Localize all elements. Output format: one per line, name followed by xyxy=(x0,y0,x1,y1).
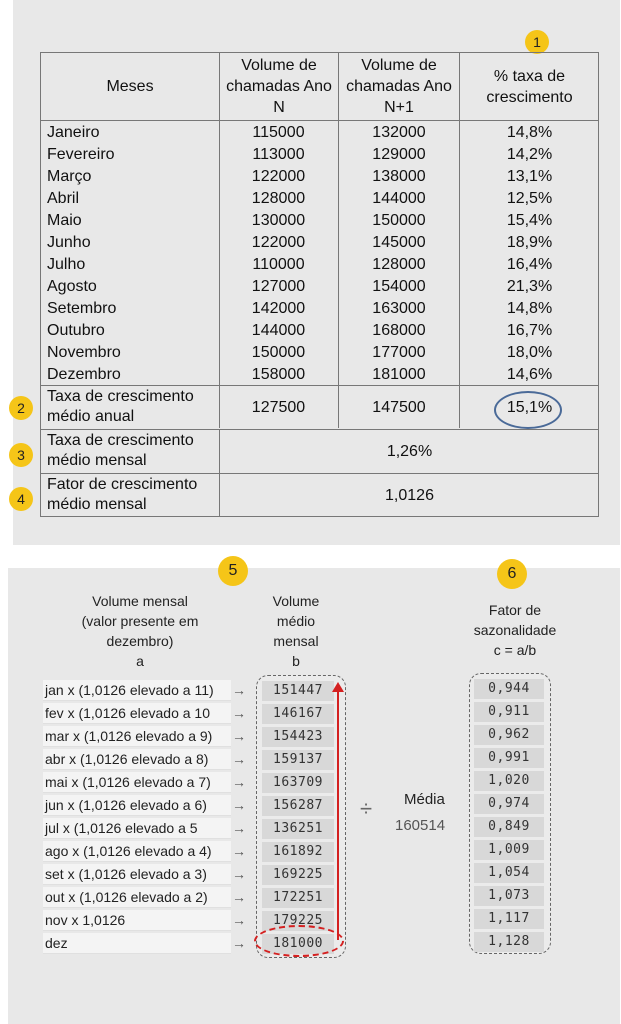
month-row-volume-n: 130000 xyxy=(251,212,306,229)
arrow-right-icon: → xyxy=(232,866,246,882)
month-row-month-name: Setembro xyxy=(47,300,117,317)
seasonality-factor-value: 1,117 xyxy=(474,909,544,929)
month-row-volume-n: 158000 xyxy=(251,366,306,383)
month-row-volume-n1: 181000 xyxy=(372,366,426,383)
volume-row-label: dez xyxy=(43,933,231,954)
month-row-growth-rate: 16,7% xyxy=(506,322,553,339)
growth-factor-label: Fator de crescimento médio mensal xyxy=(47,476,198,513)
month-row-volume-n: 150000 xyxy=(251,344,306,361)
arrow-right-icon: → xyxy=(232,889,246,905)
month-row-volume-n: 113000 xyxy=(252,146,305,163)
seasonality-factor-value: 0,944 xyxy=(474,679,544,699)
month-row-growth-rate: 18,0% xyxy=(506,344,553,361)
arrow-right-icon: → xyxy=(232,728,246,744)
monthly-volume-value: 161892 xyxy=(262,842,334,862)
column-a-header: Volume mensal (valor presente em dezembro) a xyxy=(81,593,199,669)
volume-row-label: set x (1,0126 elevado a 3) xyxy=(43,864,231,885)
month-row-volume-n1: 132000 xyxy=(372,124,426,141)
annual-rate-label: Taxa de crescimento médio anual xyxy=(47,388,194,425)
seasonality-factor-value: 0,849 xyxy=(474,817,544,837)
month-row-growth-rate: 16,4% xyxy=(506,256,553,273)
seasonality-factor-value: 1,073 xyxy=(474,886,544,906)
annual-rate-value: 15,1% xyxy=(506,399,553,416)
monthly-volume-value: 181000 xyxy=(262,934,334,954)
month-row-growth-rate: 14,2% xyxy=(506,146,553,163)
header-volume-n1: Volume de chamadas Ano N+1 xyxy=(346,57,452,116)
month-row-month-name: Novembro xyxy=(47,344,121,361)
monthly-volume-value: 136251 xyxy=(262,819,334,839)
month-row-month-name: Dezembro xyxy=(47,366,121,383)
month-row-month-name: Maio xyxy=(47,212,82,229)
month-row-volume-n1: 150000 xyxy=(372,212,426,229)
volume-row-label: jan x (1,0126 elevado a 11) xyxy=(43,680,231,701)
month-row-growth-rate: 14,6% xyxy=(506,366,553,383)
header-volume-n: Volume de chamadas Ano N xyxy=(226,57,332,116)
highlight-circle xyxy=(494,391,562,429)
month-row-volume-n1: 168000 xyxy=(372,322,426,339)
monthly-volume-value: 151447 xyxy=(262,681,334,701)
annual-avg-n: 127500 xyxy=(251,399,306,416)
volume-row-label: out x (1,0126 elevado a 2) xyxy=(43,887,231,908)
month-row-volume-n1: 154000 xyxy=(372,278,426,295)
month-row-month-name: Março xyxy=(47,168,92,185)
header-growth-rate: % taxa de crescimento xyxy=(486,67,573,106)
arrow-right-icon: → xyxy=(232,843,246,859)
badge-6: 6 xyxy=(497,559,527,589)
month-row-volume-n1: 177000 xyxy=(372,344,426,361)
red-arrow-line xyxy=(337,688,339,940)
media-label: Média xyxy=(404,791,445,808)
growth-factor-value: 1,0126 xyxy=(385,487,434,504)
monthly-rate-label: Taxa de crescimento médio mensal xyxy=(47,432,194,469)
month-row-volume-n: 142000 xyxy=(251,300,306,317)
volume-row-label: abr x (1,0126 elevado a 8) xyxy=(43,749,231,770)
volume-row-label: ago x (1,0126 elevado a 4) xyxy=(43,841,231,862)
month-row-month-name: Outubro xyxy=(47,322,105,339)
month-row-volume-n1: 144000 xyxy=(372,190,426,207)
monthly-volume-value: 156287 xyxy=(262,796,334,816)
monthly-volume-value: 154423 xyxy=(262,727,334,747)
badge-1: 1 xyxy=(525,30,549,54)
month-row-volume-n: 122000 xyxy=(251,168,306,185)
month-row-volume-n: 144000 xyxy=(251,322,306,339)
column-c-header: Fator de sazonalidade c = a/b xyxy=(473,602,557,658)
monthly-volume-value: 179225 xyxy=(262,911,334,931)
monthly-volume-value: 172251 xyxy=(262,888,334,908)
annual-avg-n1: 147500 xyxy=(372,399,426,416)
column-b-header: Volume médio mensal b xyxy=(272,593,320,669)
seasonality-factor-value: 1,020 xyxy=(474,771,544,791)
media-value: 160514 xyxy=(395,817,446,834)
badge-5: 5 xyxy=(218,556,248,586)
volume-row-label: jul x (1,0126 elevado a 5 xyxy=(43,818,231,839)
seasonality-factor-value: 0,974 xyxy=(474,794,544,814)
month-row-volume-n1: 138000 xyxy=(372,168,426,185)
month-row-volume-n: 115000 xyxy=(252,124,305,141)
arrow-right-icon: → xyxy=(232,705,246,721)
month-row-month-name: Janeiro xyxy=(47,124,100,141)
arrow-right-icon: → xyxy=(232,797,246,813)
seasonality-factor-value: 1,128 xyxy=(474,932,544,952)
monthly-volume-value: 163709 xyxy=(262,773,334,793)
month-row-volume-n: 110000 xyxy=(252,256,305,273)
arrow-right-icon: → xyxy=(232,774,246,790)
month-row-month-name: Agosto xyxy=(47,278,97,295)
month-row-volume-n1: 128000 xyxy=(372,256,426,273)
seasonality-factor-value: 0,991 xyxy=(474,748,544,768)
volume-row-label: mar x (1,0126 elevado a 9) xyxy=(43,726,231,747)
seasonality-factor-value: 1,054 xyxy=(474,863,544,883)
month-row-month-name: Fevereiro xyxy=(47,146,115,163)
month-row-growth-rate: 18,9% xyxy=(506,234,553,251)
badge-3: 3 xyxy=(9,443,33,467)
red-arrow-head xyxy=(332,682,344,692)
month-row-month-name: Abril xyxy=(47,190,80,207)
volume-row-label: mai x (1,0126 elevado a 7) xyxy=(43,772,231,793)
volume-row-label: nov x 1,0126 xyxy=(43,910,231,931)
month-row-growth-rate: 15,4% xyxy=(506,212,553,229)
arrow-right-icon: → xyxy=(232,820,246,836)
month-row-month-name: Junho xyxy=(47,234,91,251)
volume-row-label: jun x (1,0126 elevado a 6) xyxy=(43,795,231,816)
volume-row-label: fev x (1,0126 elevado a 10 xyxy=(43,703,231,724)
december-highlight xyxy=(254,925,344,957)
seasonality-factor-value: 0,911 xyxy=(474,702,544,722)
month-row-volume-n: 127000 xyxy=(251,278,306,295)
badge-4: 4 xyxy=(9,487,33,511)
month-row-volume-n1: 163000 xyxy=(372,300,426,317)
arrow-right-icon: → xyxy=(232,935,246,951)
month-row-growth-rate: 13,1% xyxy=(506,168,553,185)
month-row-growth-rate: 14,8% xyxy=(506,300,553,317)
monthly-volume-value: 169225 xyxy=(262,865,334,885)
seasonality-factor-value: 0,962 xyxy=(474,725,544,745)
month-row-growth-rate: 12,5% xyxy=(506,190,553,207)
monthly-volume-value: 159137 xyxy=(262,750,334,770)
growth-table xyxy=(40,52,599,517)
month-row-volume-n: 122000 xyxy=(251,234,306,251)
arrow-right-icon: → xyxy=(232,682,246,698)
badge-2: 2 xyxy=(9,396,33,420)
arrow-right-icon: → xyxy=(232,751,246,767)
month-row-volume-n1: 129000 xyxy=(372,146,426,163)
month-row-volume-n: 128000 xyxy=(251,190,306,207)
seasonality-factor-value: 1,009 xyxy=(474,840,544,860)
monthly-rate-value: 1,26% xyxy=(386,443,433,460)
header-meses: Meses xyxy=(106,78,154,95)
monthly-volume-value: 146167 xyxy=(262,704,334,724)
month-row-month-name: Julho xyxy=(47,256,86,273)
arrow-right-icon: → xyxy=(232,912,246,928)
month-row-volume-n1: 145000 xyxy=(372,234,426,251)
month-row-growth-rate: 21,3% xyxy=(506,278,553,295)
month-row-growth-rate: 14,8% xyxy=(506,124,553,141)
divide-icon: ÷ xyxy=(360,796,373,821)
